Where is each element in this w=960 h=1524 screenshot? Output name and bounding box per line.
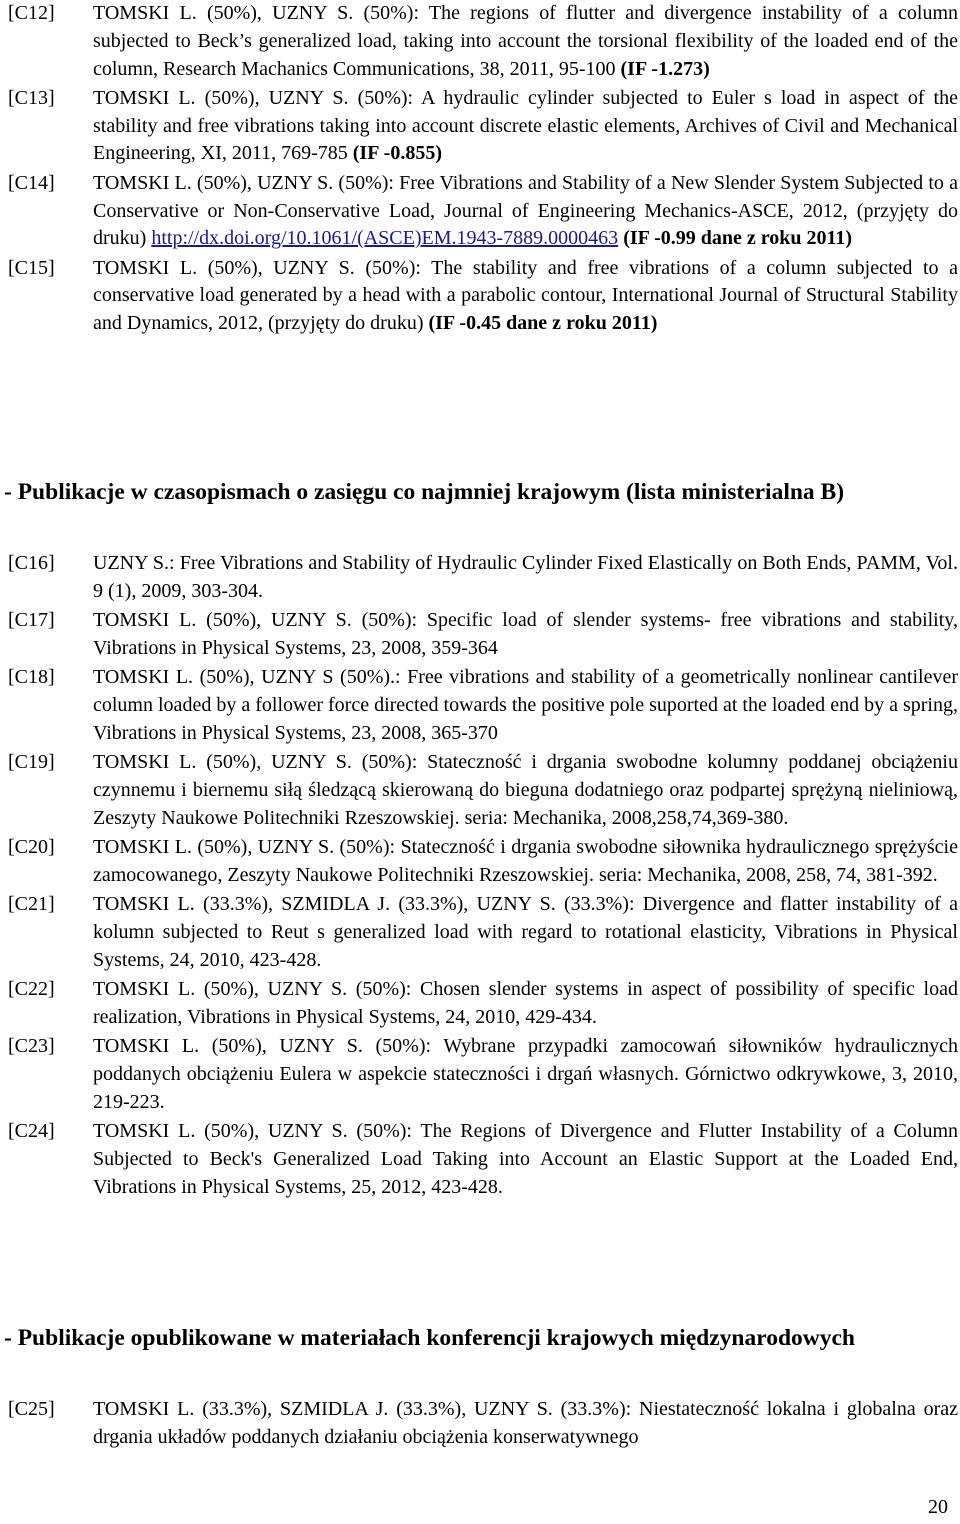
reference-text: TOMSKI L. (50%), UZNY S. (50%): The Regions of Divergence and Flutter Instability of a Column Subjected to Beck's Generalized Load Taking into Account an Elastic Support at the Loaded End, Vibrations in Physical Systems, 25, 2012, 423-428. bbox=[93, 1119, 958, 1198]
reference-text: TOMSKI L. (50%), UZNY S. (50%): Chosen slender systems in aspect of possibility of specific load realization, Vibrations in Physical Systems, 24, 2010, 429-434. bbox=[93, 977, 958, 1028]
ref-group-conference bbox=[8, 1396, 958, 1453]
reference-number: [C19] bbox=[8, 751, 55, 774]
reference-entry-c25 bbox=[8, 1396, 958, 1452]
section-heading-conference: - Publikacje opublikowane w materiałach konferencji krajowych międzynarodowych bbox=[4, 1325, 855, 1351]
reference-text: TOMSKI L. (50%), UZNY S. (50%): Stateczność i drgania swobodne kolumny poddanej obciążeniu czynnemu i biernemu siłą śledzącą skierowaną do bieguna dodatniego oraz podpartej sprężyną nieliniową, Zeszyty Naukowe Politechniki Rzeszowskiej. seria: Mechanika, 2008,258,74,369-380. bbox=[93, 751, 958, 829]
reference-text: TOMSKI L. (50%), UZNY S (50%).: Free vibrations and stability of a geometrically nonlinear cantilever column loaded by a follower force directed towards the positive pole suported at the loaded end by a spring, Vibrations in Physical Systems, 23, 2008, 365-370 bbox=[93, 666, 958, 744]
reference-number: [C17] bbox=[8, 609, 55, 632]
impact-factor: (IF -1.273) bbox=[620, 57, 710, 80]
impact-factor: (IF -0.45 dane z roku 2011) bbox=[428, 312, 658, 335]
reference-text: TOMSKI L. (50%), UZNY S. (50%): Wybrane przypadki zamocowań siłowników hydraulicznych poddanych obciążeniu Eulera w aspekcie stateczności i drgań własnych. Górnictwo odkrywkowe, 3, 2010, 219-223. bbox=[93, 1035, 958, 1113]
reference-number: [C24] bbox=[8, 1119, 55, 1142]
citation-text: TOMSKI L. (50%), UZNY S. (50%): A hydraulic cylinder subjected to Euler s load in aspect of the stability and free vibrations taking into account discrete elastic elements, Archives of Civil and Mechanical Engineering, XI, 2011, 769-785 bbox=[93, 86, 958, 165]
ref-group-national bbox=[8, 550, 958, 1203]
reference-entry-c12 bbox=[8, 0, 958, 83]
reference-text: TOMSKI L. (50%), UZNY S. (50%): Specific load of slender systems- free vibrations and stability, Vibrations in Physical Systems, 23, 2008, 359-364 bbox=[93, 609, 958, 659]
citation-text: TOMSKI L. (50%), UZNY S. (50%): The regions of flutter and divergence instability of a column subjected to Beck’s generalized load, taking into account the torsional flexibility of the loaded end of the column, Research Machanics Communications, 38, 2011, 95-100 bbox=[93, 2, 958, 80]
reference-number: [C23] bbox=[8, 1035, 55, 1058]
doi-link[interactable]: http://dx.doi.org/10.1061/(ASCE)EM.1943-7889.0000463 bbox=[151, 227, 619, 250]
reference-entry-c23 bbox=[8, 1033, 958, 1116]
page-number: 20 bbox=[928, 1496, 948, 1518]
reference-entry-c18 bbox=[8, 664, 958, 747]
reference-text: TOMSKI L. (33.3%), SZMIDLA J. (33.3%), UZNY S. (33.3%): Divergence and flatter instability of a kolumn subjected to Reut s generalized load with regard to rotational elasticity, Vibrations in Physical Systems, 24, 2010, 423-428. bbox=[93, 893, 958, 971]
reference-text bbox=[93, 255, 958, 338]
section-heading-national-journals: - Publikacje w czasopismach o zasięgu co najmniej krajowym (lista ministerialna B) bbox=[4, 479, 845, 505]
reference-text bbox=[93, 0, 958, 83]
reference-text: TOMSKI L. (50%), UZNY S. (50%): Stateczność i drgania swobodne siłownika hydraulicznego sprężyście zamocowanego, Zeszyty Naukowe Politechniki Rzeszowskiej. seria: Mechanika, 2008, 258, 74, 381-392. bbox=[93, 835, 958, 886]
reference-entry-c13 bbox=[8, 85, 958, 168]
reference-text: TOMSKI L. (33.3%), SZMIDLA J. (33.3%), UZNY S. (33.3%): Niestateczność lokalna i globalna oraz drgania układów poddanych działaniu obciążenia konserwatywnego bbox=[93, 1398, 958, 1448]
reference-entry-c14 bbox=[8, 170, 958, 253]
reference-number: [C15] bbox=[8, 256, 55, 279]
reference-entry-c19 bbox=[8, 749, 958, 832]
reference-entry-c22 bbox=[8, 976, 958, 1032]
reference-number: [C18] bbox=[8, 666, 55, 689]
reference-text: UZNY S.: Free Vibrations and Stability of Hydraulic Cylinder Fixed Elastically on Both Ends, PAMM, Vol. 9 (1), 2009, 303-304. bbox=[93, 552, 958, 602]
reference-entry-c15 bbox=[8, 255, 958, 338]
reference-number: [C16] bbox=[8, 552, 55, 574]
reference-entry-c16 bbox=[8, 550, 958, 606]
impact-factor: (IF -0.855) bbox=[352, 142, 443, 165]
reference-number: [C14] bbox=[8, 171, 55, 194]
reference-text bbox=[93, 170, 958, 253]
reference-number: [C13] bbox=[8, 86, 55, 109]
reference-number: [C12] bbox=[8, 2, 55, 24]
impact-factor: (IF -0.99 dane z roku 2011) bbox=[623, 227, 853, 250]
reference-number: [C21] bbox=[8, 893, 55, 916]
reference-number: [C25] bbox=[8, 1398, 55, 1420]
citation-text: TOMSKI L. (50%), UZNY S. (50%): Free Vibrations and Stability of a New Slender System Subjected to a Conservative or Non-Conservative Load, Journal of Engineering Mechanics-ASCE, 2012, (przyjęty do druku) bbox=[93, 171, 958, 250]
reference-entry-c17 bbox=[8, 607, 958, 663]
reference-number: [C20] bbox=[8, 835, 55, 858]
reference-entry-c20 bbox=[8, 834, 958, 890]
reference-entry-c21 bbox=[8, 891, 958, 974]
reference-entry-c24 bbox=[8, 1118, 958, 1201]
reference-text bbox=[93, 85, 958, 168]
citation-text: TOMSKI L. (50%), UZNY S. (50%): The stability and free vibrations of a column subjected to a conservative load generated by a head with a parabolic contour, International Journal of Structural Stability and Dynamics, 2012, (przyjęty do druku) bbox=[93, 256, 958, 335]
reference-number: [C22] bbox=[8, 977, 55, 1000]
ref-group-impact bbox=[8, 0, 958, 340]
